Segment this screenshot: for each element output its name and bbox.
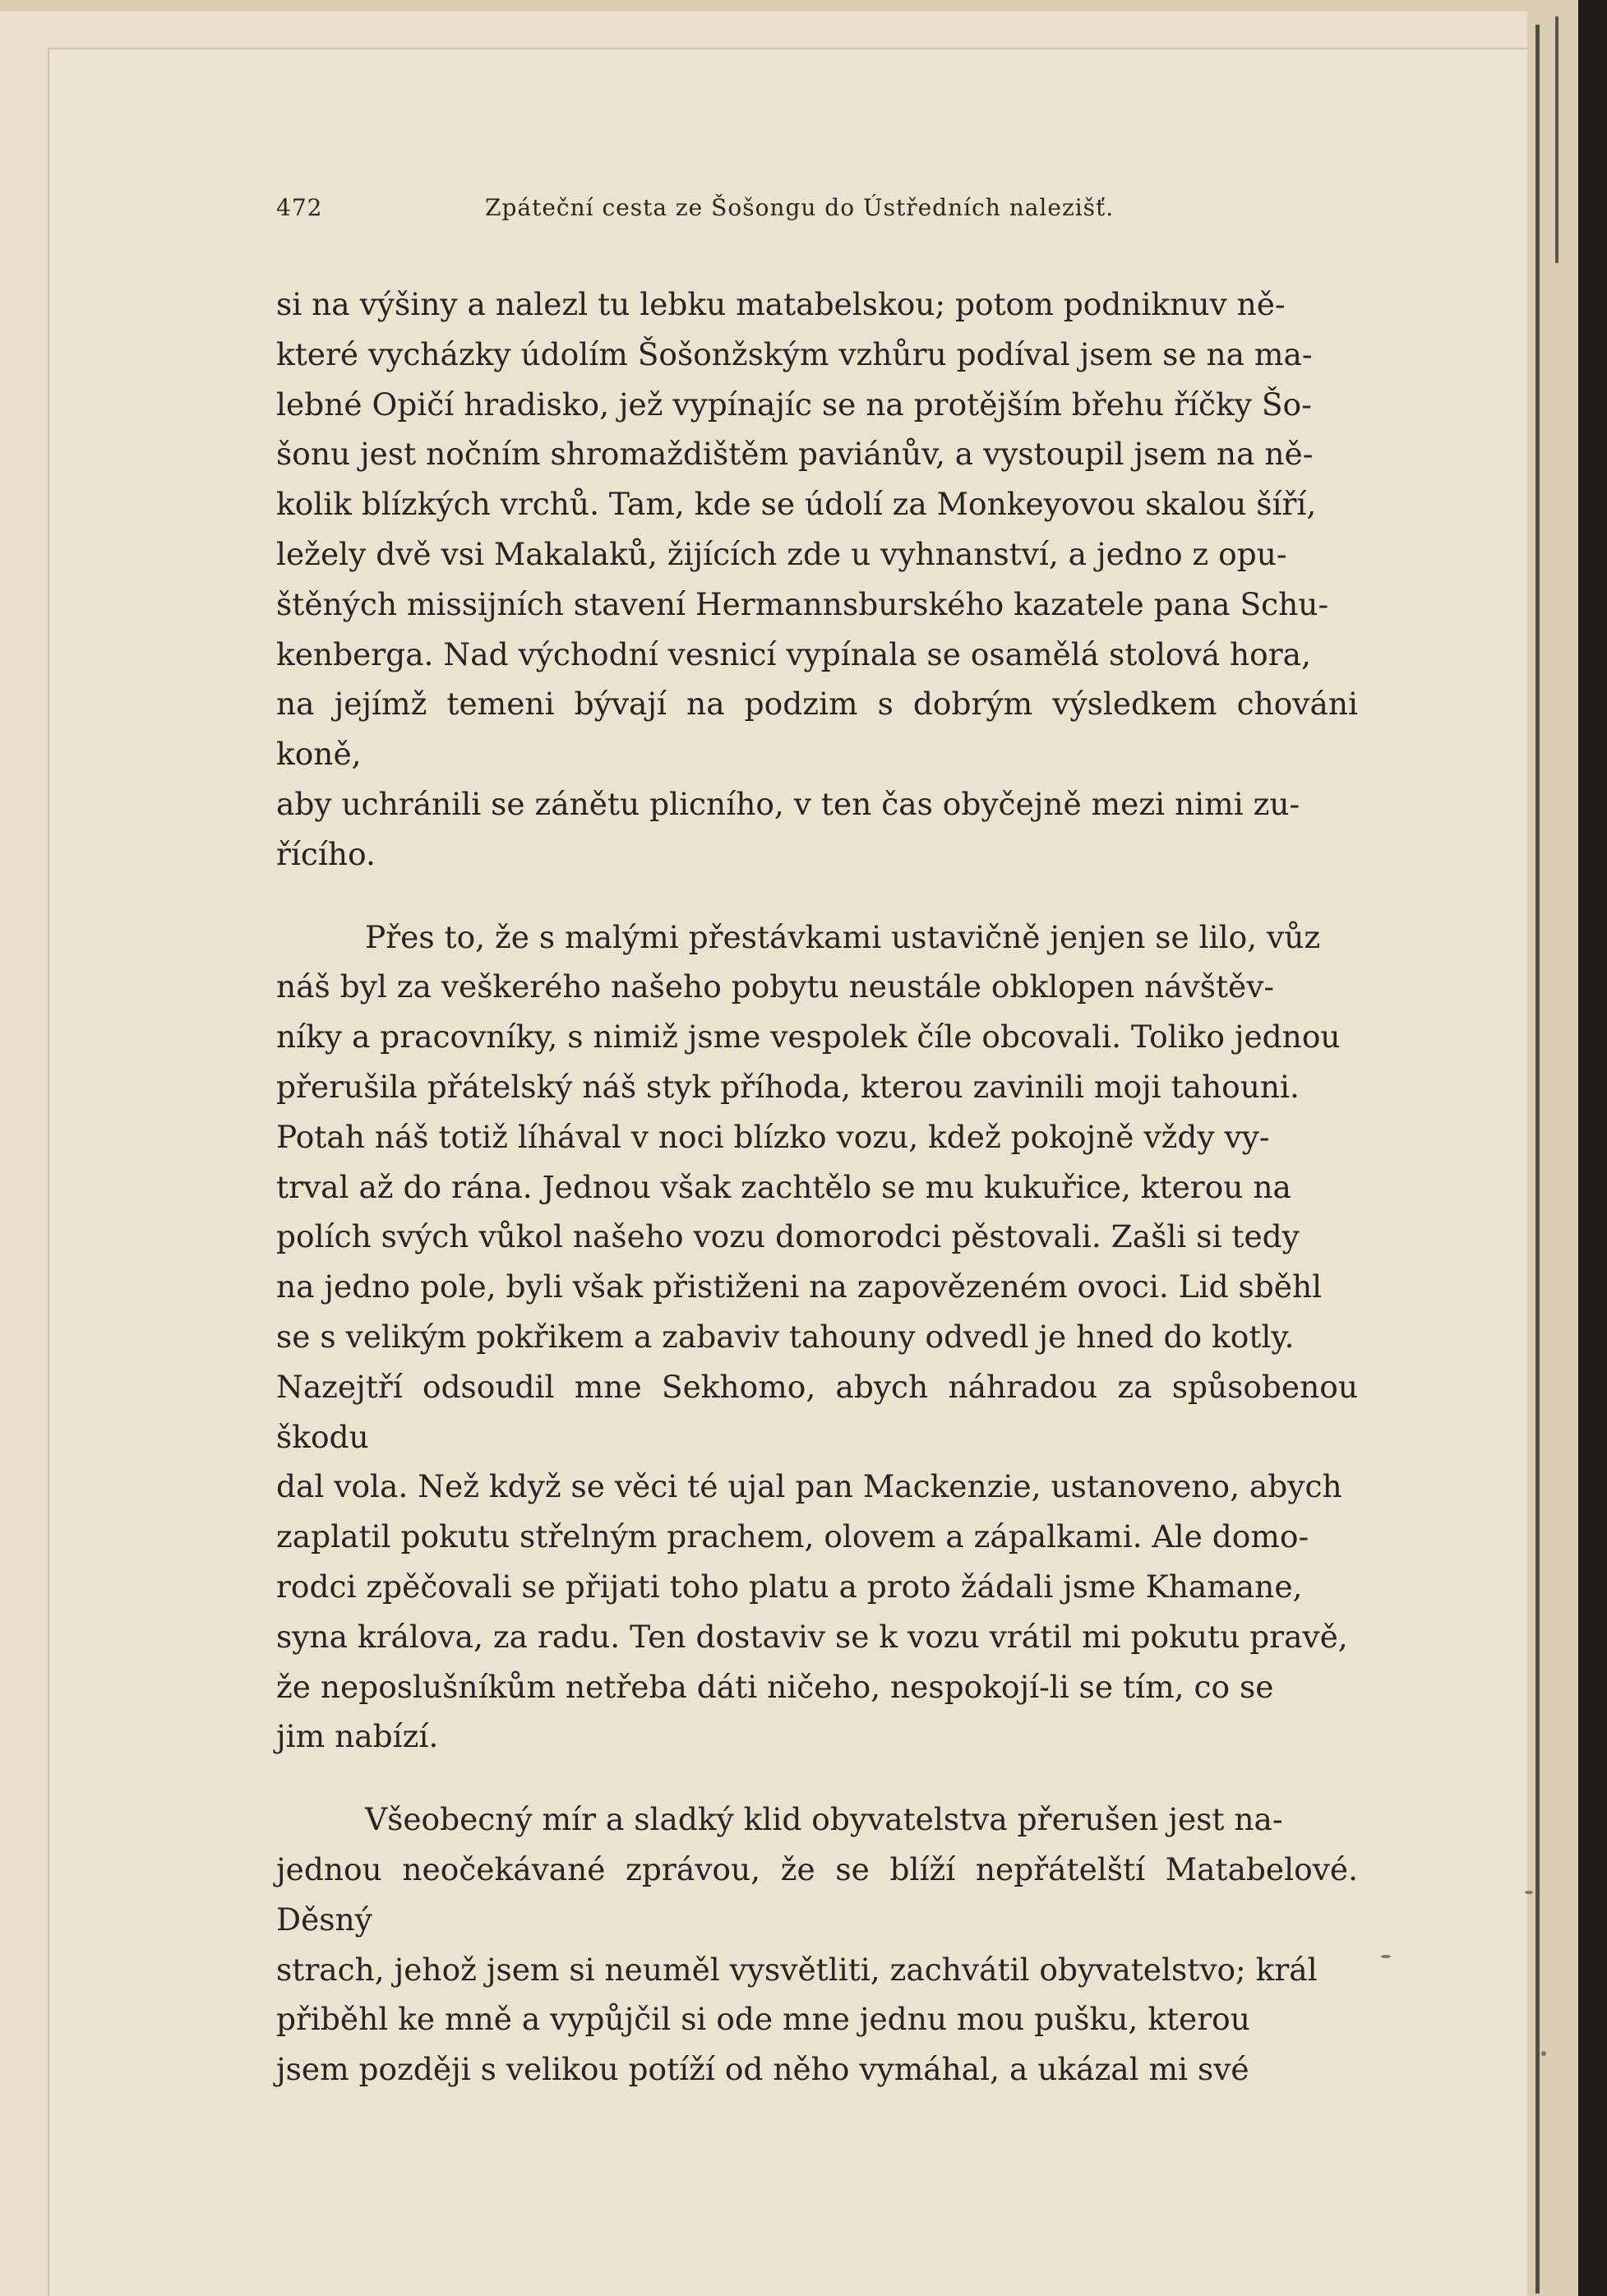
paper-speck [1525,1891,1533,1894]
body-text [276,279,1358,2095]
paragraph-1: si na výšiny a nalezl tu lebku matabelskou; potom podniknuv ně- které vycházky údolím Šošonžským vzhůru podíval jsem se na ma- lebné Opičí hradisko, jež vypínajíc se na protějším břehu říčky Šo- šonu jest nočním shromaždištěm paviánův, a vystoupil jsem na ně- kolik blízkých vrchů. Tam, kde se údolí za Monkeyovou skalou šíří, ležely dvě vsi Makalaků, žijících zde u vyhnanství, a jedno z opu- štěných missijních stavení Hermannsburského kazatele pana Schu- kenberga. Nad východní vesnicí vypínala se osamělá stolová hora, na jejímž temeni bývají na podzim s dobrým výsledkem chováni koně, aby uchránili se zánětu plicního, v ten čas obyčejně mezi nimi zu- řícího. [276,286,1358,872]
spine-line-secondary [1555,16,1559,263]
paragraph-2: Přes to, že s malými přestávkami ustavičně jenjen se lilo, vůz náš byl za veškerého našeho pobytu neustále obklopen návštěv- níky a pracovníky, s nimiž jsme vespolek číle obcovali. Toliko jednou přerušila přátelský náš styk příhoda, kterou zavinili moji tahouni. Potah náš totiž líhával v noci blízko vozu, kdež pokojně vždy vy- trval až do rána. Jednou však zachtělo se mu kukuřice, kterou na polích svých vůkol našeho vozu domorodci pěstovali. Zašli si tedy na jedno pole, byli však přistiženi na zapovězeném ovoci. Lid sběhl se s velikým pokřikem a zabaviv tahouny odvedl je hned do kotly. Nazejtří odsoudil mne Sekhomo, abych náhradou za spůsobenou škodu dal vola. Než když se věci té ujal pan Mackenzie, ustanoveno, abych zaplatil pokutu střelným prachem, olovem a zápalkami. Ale domo- rodci zpěčovali se přijati toho platu a proto žádali jsme Khamane, syna králova, za radu. Ten dostaviv se k vozu vrátil mi pokutu pravě, že neposlušníkům netřeba dáti ničeho, nespokojí-li se tím, co se jim nabízí. [276,918,1358,1755]
paper-speck [1541,2051,1546,2056]
scan-edge [1578,0,1607,2296]
running-header [276,194,1369,227]
spine-line [1535,25,1540,2294]
paper-speck [1381,1955,1391,1958]
top-margin [0,0,1578,12]
paragraph-3: Všeobecný mír a sladký klid obyvatelstva přerušen jest na- jednou neočekávané zprávou, že se blíží nepřátelští Matabelové. Děsný strach, jehož jsem si neuměl vysvětliti, zachvátil obyvatelstvo; král přiběhl ke mně a vypůjčil si ode mne jednu mou pušku, kterou jsem později s velikou potíží od něho vymáhal, a ukázal mi své [276,1801,1358,2088]
page-number: 472 [276,194,323,221]
running-title: Zpáteční cesta ze Šošongu do Ústředních nalezišť. [485,194,1115,221]
